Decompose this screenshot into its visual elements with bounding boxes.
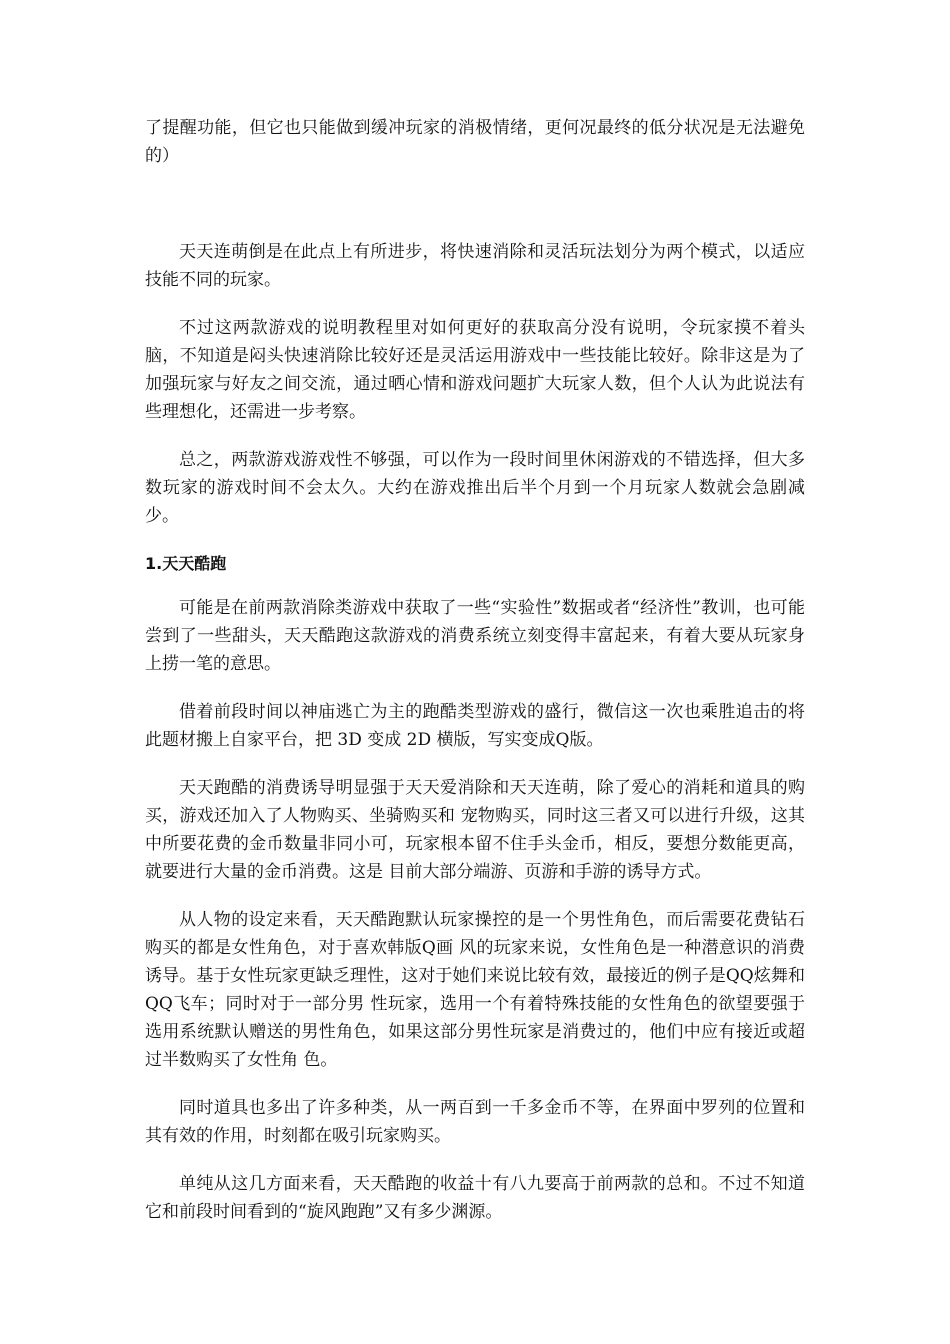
- paragraph: 可能是在前两款消除类游戏中获取了一些“实验性”数据或者“经济性”教训，也可能尝到了一些甜头，天天酷跑这款游戏的消费系统立刻变得丰富起来，有着大要从玩家身上捞一笔的意思。: [145, 598, 805, 674]
- paragraph: 同时道具也多出了许多种类，从一两百到一千多金币不等，在界面中罗列的位置和其有效的作用，时刻都在吸引玩家购买。: [145, 1098, 805, 1146]
- paragraph: 总之，两款游戏游戏性不够强，可以作为一段时间里休闲游戏的不错选择，但大多数玩家的游戏时间不会太久。大约在游戏推出后半个月到一个月玩家人数就会急剧减少。: [145, 450, 805, 526]
- paragraph-continued: 了提醒功能，但它也只能做到缓冲玩家的消极情绪，更何况最终的低分状况是无法避免的）: [145, 118, 805, 166]
- paragraph: 从人物的设定来看，天天酷跑默认玩家操控的是一个男性角色，而后需要花费钻石购买的都是女性角色，对于喜欢韩版Q画 风的玩家来说，女性角色是一种潜意识的消费诱导。基于女性玩家更缺乏理性，这对于她们来说比较有效，最接近的例子是QQ炫舞和QQ飞车；同时对于一部分男 性玩家，选用一个有着特殊技能的女性角色的欲望要强于选用系统默认赠送的男性角色，如果这部分男性玩家是消费过的，他们中应有接近或超过半数购买了女性角 色。: [145, 910, 805, 1070]
- paragraph: 天天跑酷的消费诱导明显强于天天爱消除和天天连萌，除了爱心的消耗和道具的购买，游戏还加入了人物购买、坐骑购买和 宠物购买，同时这三者又可以进行升级，这其中所要花费的金币数量非同小可，玩家根本留不住手头金币，相反，要想分数能更高，就要进行大量的金币消费。这是 目前大部分端游、页游和手游的诱导方式。: [145, 778, 805, 882]
- paragraph: 借着前段时间以神庙逃亡为主的跑酷类型游戏的盛行，微信这一次也乘胜追击的将此题材搬上自家平台，把 3D 变成 2D 横版，写实变成Q版。: [145, 702, 805, 750]
- paragraph: 天天连萌倒是在此点上有所进步，将快速消除和灵活玩法划分为两个模式，以适应技能不同的玩家。: [145, 242, 805, 290]
- paragraph: 单纯从这几方面来看，天天酷跑的收益十有八九要高于前两款的总和。不过不知道它和前段时间看到的“旋风跑跑”又有多少渊源。: [145, 1174, 805, 1222]
- paragraph: 不过这两款游戏的说明教程里对如何更好的获取高分没有说明，令玩家摸不着头脑，不知道是闷头快速消除比较好还是灵活运用游戏中一些技能比较好。除非这是为了加强玩家与好友之间交流，通过晒心情和游戏问题扩大玩家人数，但个人认为此说法有些理想化，还需进一步考察。: [145, 318, 805, 422]
- section-heading: 1.天天酷跑: [145, 554, 227, 573]
- document-page: [145, 114, 805, 1246]
